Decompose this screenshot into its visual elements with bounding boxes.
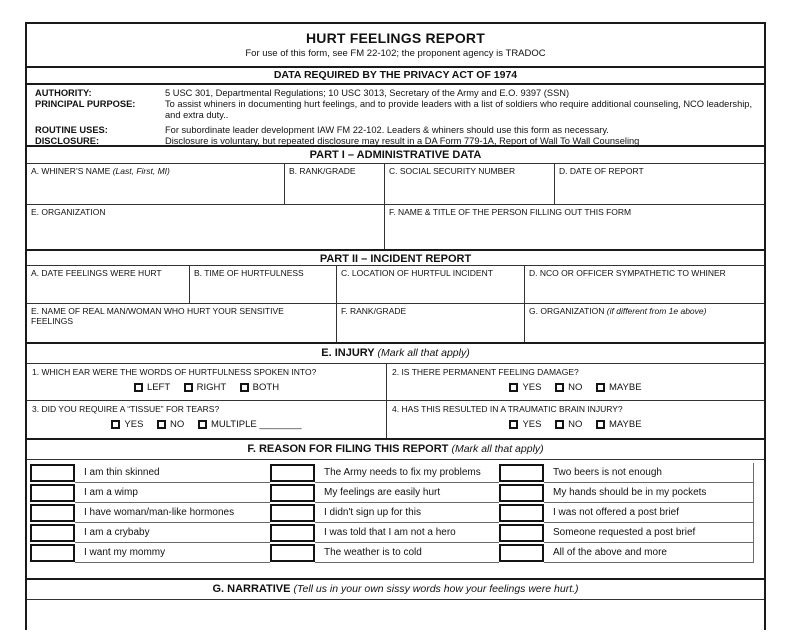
privacy-act-block bbox=[27, 85, 764, 147]
checkbox-yes[interactable] bbox=[509, 420, 518, 429]
field-offender-name[interactable] bbox=[27, 304, 337, 342]
checkbox-yes[interactable] bbox=[509, 383, 518, 392]
field-whiners-name-label: A. WHINER’S NAME bbox=[31, 166, 111, 176]
injury-header-hint: (Mark all that apply) bbox=[377, 347, 470, 359]
reason-label: Someone requested a post brief bbox=[544, 523, 754, 543]
reason-label: I have woman/man-like hormones bbox=[75, 503, 270, 523]
reason-checkbox[interactable] bbox=[499, 504, 544, 522]
narrative-header-hint: (Tell us in your own sissy words how your feelings were hurt.) bbox=[293, 583, 579, 595]
field-sympathetic-nco[interactable] bbox=[525, 266, 764, 303]
field-rank-grade[interactable] bbox=[285, 164, 385, 204]
narrative-area[interactable] bbox=[27, 600, 764, 634]
option-multiple-label: MULTIPLE ________ bbox=[210, 419, 302, 430]
field-organization-label: E. ORGANIZATION bbox=[31, 207, 106, 217]
reason-label: I didn't sign up for this bbox=[315, 503, 499, 523]
reason-checkbox[interactable] bbox=[499, 544, 544, 562]
option-no-label: NO bbox=[170, 419, 185, 430]
field-location-hurtful-incident[interactable] bbox=[337, 266, 525, 303]
part1-row2 bbox=[27, 205, 764, 249]
reason-header-title: F. REASON FOR FILING THIS REPORT bbox=[247, 443, 449, 455]
reason-checkbox[interactable] bbox=[499, 464, 544, 482]
field-location-hurtful-incident-label: C. LOCATION OF HURTFUL INCIDENT bbox=[341, 268, 493, 278]
field-organization[interactable] bbox=[27, 205, 385, 249]
field-sympathetic-nco-label: D. NCO OR OFFICER SYMPATHETIC TO WHINER bbox=[529, 268, 726, 278]
form-subtitle: For use of this form, see FM 22-102; the proponent agency is TRADOC bbox=[245, 48, 546, 59]
checkbox-maybe[interactable] bbox=[596, 383, 605, 392]
field-offender-rank-grade-label: F. RANK/GRADE bbox=[341, 306, 407, 316]
field-ssn[interactable] bbox=[385, 164, 555, 204]
reason-checkbox[interactable] bbox=[499, 484, 544, 502]
field-date-feelings-hurt-label: A. DATE FEELINGS WERE HURT bbox=[31, 268, 162, 278]
field-offender-name-label: E. NAME OF REAL MAN/WOMAN WHO HURT YOUR SENSITIVE FEELINGS bbox=[31, 306, 284, 326]
reason-label: I want my mommy bbox=[75, 543, 270, 563]
privacy-row-authority bbox=[35, 88, 758, 99]
option-yes-label: YES bbox=[522, 419, 542, 430]
routine-uses-text: For subordinate leader development IAW FM 22-102. Leaders & whiners should use this form as necessary. bbox=[165, 125, 609, 135]
option-no-label: NO bbox=[568, 382, 583, 393]
injury-q2 bbox=[387, 364, 764, 401]
title-block bbox=[27, 24, 764, 68]
privacy-row-disclosure bbox=[35, 136, 758, 147]
reason-label: I am thin skinned bbox=[75, 463, 270, 483]
reason-header-hint: (Mark all that apply) bbox=[451, 443, 544, 455]
injury-q2-label: 2. IS THERE PERMANENT FEELING DAMAGE? bbox=[392, 367, 579, 377]
option-no-label: NO bbox=[568, 419, 583, 430]
reason-label: My feelings are easily hurt bbox=[315, 483, 499, 503]
reason-checkbox[interactable] bbox=[499, 524, 544, 542]
reason-row bbox=[30, 483, 754, 503]
checkbox-both[interactable] bbox=[240, 383, 249, 392]
field-rank-grade-label: B. RANK/GRADE bbox=[289, 166, 356, 176]
privacy-row-purpose bbox=[35, 99, 758, 121]
checkbox-yes[interactable] bbox=[111, 420, 120, 429]
injury-q2-options bbox=[392, 382, 759, 393]
checkbox-no[interactable] bbox=[555, 420, 564, 429]
injury-grid bbox=[27, 364, 764, 438]
checkbox-left[interactable] bbox=[134, 383, 143, 392]
injury-q1-options bbox=[32, 382, 381, 393]
injury-q4 bbox=[387, 401, 764, 438]
field-offender-rank-grade[interactable] bbox=[337, 304, 525, 342]
injury-q4-label: 4. HAS THIS RESULTED IN A TRAUMATIC BRAIN INJURY? bbox=[392, 404, 623, 414]
reason-section-header bbox=[27, 438, 764, 460]
option-yes-label: YES bbox=[522, 382, 542, 393]
injury-q3 bbox=[27, 401, 387, 438]
disclosure-label: DISCLOSURE: bbox=[35, 136, 100, 146]
field-offender-organization-label: G. ORGANIZATION bbox=[529, 306, 605, 316]
field-date-feelings-hurt[interactable] bbox=[27, 266, 190, 303]
disclosure-text: Disclosure is voluntary, but repeated disclosure may result in a DA Form 779-1A, Report of Wall To Wall Counseling bbox=[165, 136, 640, 146]
reason-checkbox[interactable] bbox=[270, 524, 315, 542]
reason-row bbox=[30, 543, 754, 563]
principal-purpose-label: PRINCIPAL PURPOSE: bbox=[35, 99, 136, 109]
reason-checkbox[interactable] bbox=[270, 484, 315, 502]
authority-label: AUTHORITY: bbox=[35, 88, 92, 98]
field-date-of-report-label: D. DATE OF REPORT bbox=[559, 166, 644, 176]
reason-row bbox=[30, 523, 754, 543]
field-time-of-hurtfulness[interactable] bbox=[190, 266, 337, 303]
injury-q3-options bbox=[32, 419, 381, 430]
privacy-row-routine bbox=[35, 125, 758, 136]
injury-q1-label: 1. WHICH EAR WERE THE WORDS OF HURTFULNESS SPOKEN INTO? bbox=[32, 367, 317, 377]
reason-checkbox[interactable] bbox=[270, 464, 315, 482]
injury-q4-options bbox=[392, 419, 759, 430]
checkbox-maybe[interactable] bbox=[596, 420, 605, 429]
hurt-feelings-report-form bbox=[25, 22, 766, 630]
narrative-section-header bbox=[27, 578, 764, 600]
field-person-filling-form-label: F. NAME & TITLE OF THE PERSON FILLING OUT THIS FORM bbox=[389, 207, 632, 217]
option-maybe-label: MAYBE bbox=[608, 419, 642, 430]
reason-checkbox[interactable] bbox=[270, 504, 315, 522]
option-left-label: LEFT bbox=[146, 382, 170, 393]
injury-q1 bbox=[27, 364, 387, 401]
reason-checkbox[interactable] bbox=[30, 484, 75, 502]
privacy-act-header: DATA REQUIRED BY THE PRIVACY ACT OF 1974 bbox=[27, 68, 764, 85]
part1-row1 bbox=[27, 164, 764, 205]
principal-purpose-text: To assist whiners in documenting hurt feelings, and to provide leaders with a list of soldiers who require additional counseling, NCO leadership, and extra duty.. bbox=[165, 99, 753, 120]
reason-label: The Army needs to fix my problems bbox=[315, 463, 499, 483]
injury-header-title: E. INJURY bbox=[321, 347, 375, 359]
option-yes-label: YES bbox=[124, 419, 144, 430]
reason-label: All of the above and more bbox=[544, 543, 754, 563]
reason-label: I am a crybaby bbox=[75, 523, 270, 543]
reason-checkbox[interactable] bbox=[30, 524, 75, 542]
option-both-label: BOTH bbox=[252, 382, 280, 393]
option-right-label: RIGHT bbox=[196, 382, 227, 393]
reason-checkbox[interactable] bbox=[30, 544, 75, 562]
field-time-of-hurtfulness-label: B. TIME OF HURTFULNESS bbox=[194, 268, 304, 278]
field-whiners-name[interactable] bbox=[27, 164, 285, 204]
part2-header: PART II – INCIDENT REPORT bbox=[27, 249, 764, 266]
field-person-filling-form[interactable] bbox=[385, 205, 764, 249]
reason-checkbox[interactable] bbox=[270, 544, 315, 562]
reason-table bbox=[27, 460, 764, 563]
checkbox-right[interactable] bbox=[184, 383, 193, 392]
routine-uses-label: ROUTINE USES: bbox=[35, 125, 108, 135]
reason-section-spacer bbox=[27, 563, 764, 578]
field-offender-organization[interactable] bbox=[525, 304, 764, 342]
checkbox-no[interactable] bbox=[157, 420, 166, 429]
narrative-header-title: G. NARRATIVE bbox=[212, 583, 291, 595]
part1-header: PART I – ADMINISTRATIVE DATA bbox=[27, 147, 764, 164]
reason-label: I was told that I am not a hero bbox=[315, 523, 499, 543]
injury-q3-label: 3. DID YOU REQUIRE A “TISSUE” FOR TEARS? bbox=[32, 404, 220, 414]
part2-row1 bbox=[27, 266, 764, 304]
field-date-of-report[interactable] bbox=[555, 164, 764, 204]
reason-label: I was not offered a post brief bbox=[544, 503, 754, 523]
reason-row bbox=[30, 503, 754, 523]
form-title: HURT FEELINGS REPORT bbox=[305, 30, 485, 46]
checkbox-no[interactable] bbox=[555, 383, 564, 392]
option-maybe-label: MAYBE bbox=[608, 382, 642, 393]
authority-text: 5 USC 301, Departmental Regulations; 10 USC 3013, Secretary of the Army and E.O. 9397 (SSN) bbox=[165, 88, 570, 98]
reason-label: My hands should be in my pockets bbox=[544, 483, 754, 503]
reason-label: I am a wimp bbox=[75, 483, 270, 503]
checkbox-multiple[interactable] bbox=[198, 420, 207, 429]
reason-label: The weather is to cold bbox=[315, 543, 499, 563]
injury-section-header bbox=[27, 342, 764, 364]
field-offender-organization-hint: (if different from 1e above) bbox=[606, 306, 707, 316]
reason-label: Two beers is not enough bbox=[544, 463, 754, 483]
reason-checkbox[interactable] bbox=[30, 464, 75, 482]
field-whiners-name-hint: (Last, First, MI) bbox=[112, 166, 170, 176]
reason-row bbox=[30, 463, 754, 483]
part2-row2 bbox=[27, 304, 764, 342]
field-ssn-label: C. SOCIAL SECURITY NUMBER bbox=[389, 166, 516, 176]
reason-checkbox[interactable] bbox=[30, 504, 75, 522]
